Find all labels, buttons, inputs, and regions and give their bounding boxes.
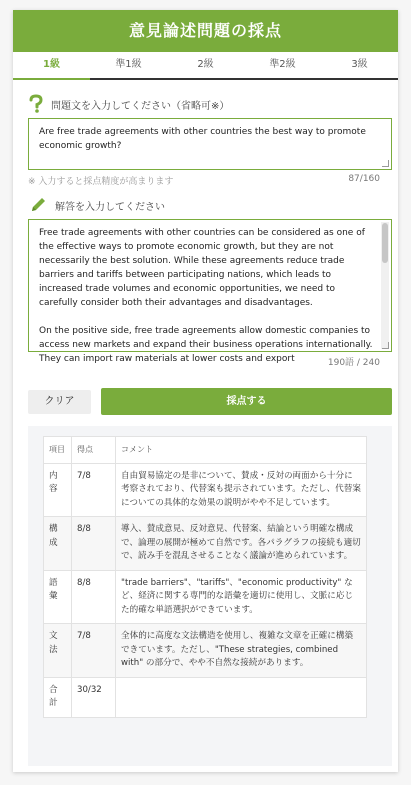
page-title: 意見論述問題の採点 bbox=[13, 10, 398, 52]
header-comment: コメント bbox=[116, 437, 367, 464]
row-comment: 導入、賛成意見、反対意見、代替案、結論という明確な構成で、論理の展開が極めて自然です。各パラグラフの接続も適切で、読み手を混乱させることなく議論が進められています。 bbox=[116, 517, 367, 571]
tab-grade-1[interactable]: 1級 bbox=[13, 52, 90, 78]
answer-label-row bbox=[29, 195, 165, 215]
row-score: 30/32 bbox=[72, 677, 116, 717]
grade-tabs bbox=[13, 52, 398, 80]
answer-input-text: Free trade agreements with other countries can be considered as one of the effective ways to promote economic growth, but they are not necessarily the best solution. While these agreements reduce trade barriers and tariffs between participating nations, which leads to increased trade volumes and economic opportunities, we need to carefully consider both their advantages and disadvantages. On the positive side, free trade agreements allow domestic companies to access new markets and expand their business operations internationally. They can import raw materials at lower costs and export bbox=[39, 228, 373, 364]
question-input[interactable] bbox=[28, 118, 392, 170]
table-row bbox=[44, 624, 367, 678]
question-label: 問題文を入力してください（省略可※） bbox=[51, 100, 230, 112]
clear-button[interactable]: クリア bbox=[28, 390, 91, 414]
header-item: 項目 bbox=[44, 437, 72, 464]
question-input-text: Are free trade agreements with other countries the best way to promote economic growth? bbox=[39, 127, 369, 151]
table-row bbox=[44, 463, 367, 517]
row-item: 語彙 bbox=[44, 570, 72, 624]
tab-grade-3[interactable]: 3級 bbox=[351, 59, 368, 70]
resize-handle-icon[interactable] bbox=[382, 160, 389, 167]
answer-word-count: 190語 / 240 bbox=[327, 358, 380, 368]
table-header-row bbox=[44, 437, 367, 464]
score-button[interactable]: 採点する bbox=[101, 388, 392, 415]
question-label-row bbox=[29, 94, 229, 114]
score-table bbox=[43, 436, 367, 718]
tab-grade-pre1[interactable]: 準1級 bbox=[115, 59, 142, 70]
row-score: 7/8 bbox=[72, 463, 116, 517]
scoring-card bbox=[13, 10, 398, 772]
tab-grade-pre2[interactable]: 準2級 bbox=[269, 59, 296, 70]
answer-scrollbar[interactable] bbox=[381, 222, 389, 349]
row-item: 構成 bbox=[44, 517, 72, 571]
table-row-total bbox=[44, 677, 367, 717]
question-hint: ※ 入力すると採点精度が高まります bbox=[28, 177, 174, 187]
resize-handle-icon[interactable] bbox=[382, 342, 389, 349]
pencil-icon bbox=[29, 196, 47, 214]
row-comment bbox=[116, 677, 367, 717]
row-comment: 自由貿易協定の是非について、賛成・反対の両面から十分に考察されており、代替案も提示されています。ただし、代替案についての具体的な効果の説明がやや不足しています。 bbox=[116, 463, 367, 517]
scrollbar-thumb[interactable] bbox=[382, 223, 388, 263]
row-comment: 全体的に高度な文法構造を使用し、複雑な文章を正確に構築できています。ただし、"These strategies, combined with" の部分で、やや不自然な接続があります。 bbox=[116, 624, 367, 678]
row-item: 合計 bbox=[44, 677, 72, 717]
result-panel bbox=[28, 426, 392, 766]
row-comment: "trade barriers"、"tariffs"、"economic productivity" など、経済に関する専門的な語彙を適切に使用し、文脈に応じた的確な単語選択ができています。 bbox=[116, 570, 367, 624]
row-item: 内容 bbox=[44, 463, 72, 517]
row-score: 8/8 bbox=[72, 570, 116, 624]
row-score: 8/8 bbox=[72, 517, 116, 571]
table-row bbox=[44, 570, 367, 624]
header-score: 得点 bbox=[72, 437, 116, 464]
row-item: 文法 bbox=[44, 624, 72, 678]
question-mark-icon bbox=[29, 95, 43, 113]
table-row bbox=[44, 517, 367, 571]
row-score: 7/8 bbox=[72, 624, 116, 678]
answer-label: 解答を入力してください bbox=[55, 201, 165, 213]
tab-grade-2[interactable]: 2級 bbox=[197, 59, 214, 70]
question-char-count: 87/160 bbox=[348, 174, 380, 184]
